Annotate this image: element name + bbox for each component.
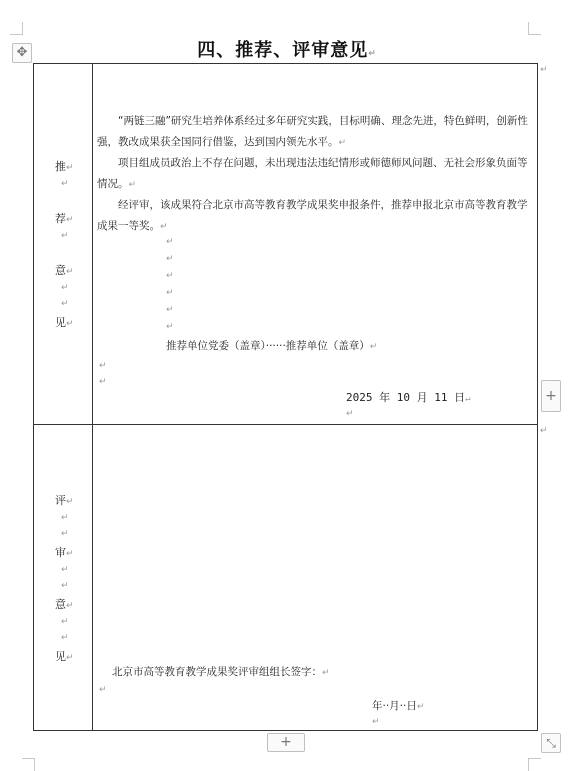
table-resize-handle[interactable] [541, 733, 561, 753]
table-column-divider [92, 63, 93, 731]
label-char: 审 [55, 546, 66, 559]
resize-icon: ⤡ [546, 736, 556, 750]
review-date-line: 年··月··日↵ [372, 700, 425, 712]
label-char: 意 [55, 264, 66, 277]
empty-paragraph-mark: ↵ [166, 237, 174, 247]
empty-paragraph-mark: ↵ [346, 409, 354, 419]
empty-paragraph-mark: ↵ [166, 322, 174, 332]
empty-paragraph-mark: ↵ [166, 288, 174, 298]
empty-paragraph-mark: ↵ [99, 685, 107, 695]
empty-paragraph-mark: ↵ [166, 271, 174, 281]
table-row-divider [33, 424, 538, 425]
review-sign-line: 北京市高等教育教学成果奖评审组组长签字：↵ [112, 666, 330, 678]
crop-mark-top-left [10, 22, 23, 35]
empty-paragraph-mark: ↵ [166, 305, 174, 315]
move-icon: ✥ [16, 45, 28, 60]
add-column-button[interactable] [541, 380, 561, 412]
page-title: 四、推荐、评审意见↵ [197, 40, 377, 61]
recommend-paragraph-2: 项目组成员政治上不存在问题，未出现违法违纪情形或师德师风问题、无社会形象负面等情况。↵ [97, 157, 528, 190]
crop-mark-bottom-left [22, 758, 35, 771]
label-char: 意 [55, 598, 66, 611]
label-char: 见 [55, 650, 66, 663]
label-char: 荐 [55, 212, 66, 225]
row-end-mark: ↵ [540, 426, 548, 436]
crop-mark-bottom-right [528, 758, 541, 771]
recommend-paragraph-1: “两链三融”研究生培养体系经过多年研究实践，目标明确、理念先进，特色鲜明，创新性强，教改成果获全国同行借鉴，达到国内领先水平。↵ [97, 115, 528, 148]
add-row-button[interactable] [267, 733, 305, 752]
plus-icon: + [545, 388, 557, 404]
recommend-paragraph-3: 经评审，该成果符合北京市高等教育教学成果奖申报条件，推荐申报北京市高等教育教学成果一等奖。↵ [97, 199, 528, 232]
empty-paragraph-mark: ↵ [99, 361, 107, 371]
crop-mark-top-right [528, 22, 541, 35]
label-char: 见 [55, 316, 66, 329]
label-char: 评 [55, 494, 66, 507]
seal-line: 推荐单位党委（盖章）······推荐单位（盖章）↵ [166, 340, 378, 352]
empty-paragraph-mark: ↵ [99, 377, 107, 387]
row-end-mark: ↵ [540, 65, 548, 75]
empty-paragraph-mark: ↵ [372, 717, 380, 727]
label-char: 推 [55, 160, 66, 173]
recommend-date: 2025 年 10 月 11 日↵ [346, 391, 471, 404]
empty-paragraph-mark: ↵ [166, 254, 174, 264]
plus-icon: + [280, 734, 292, 750]
